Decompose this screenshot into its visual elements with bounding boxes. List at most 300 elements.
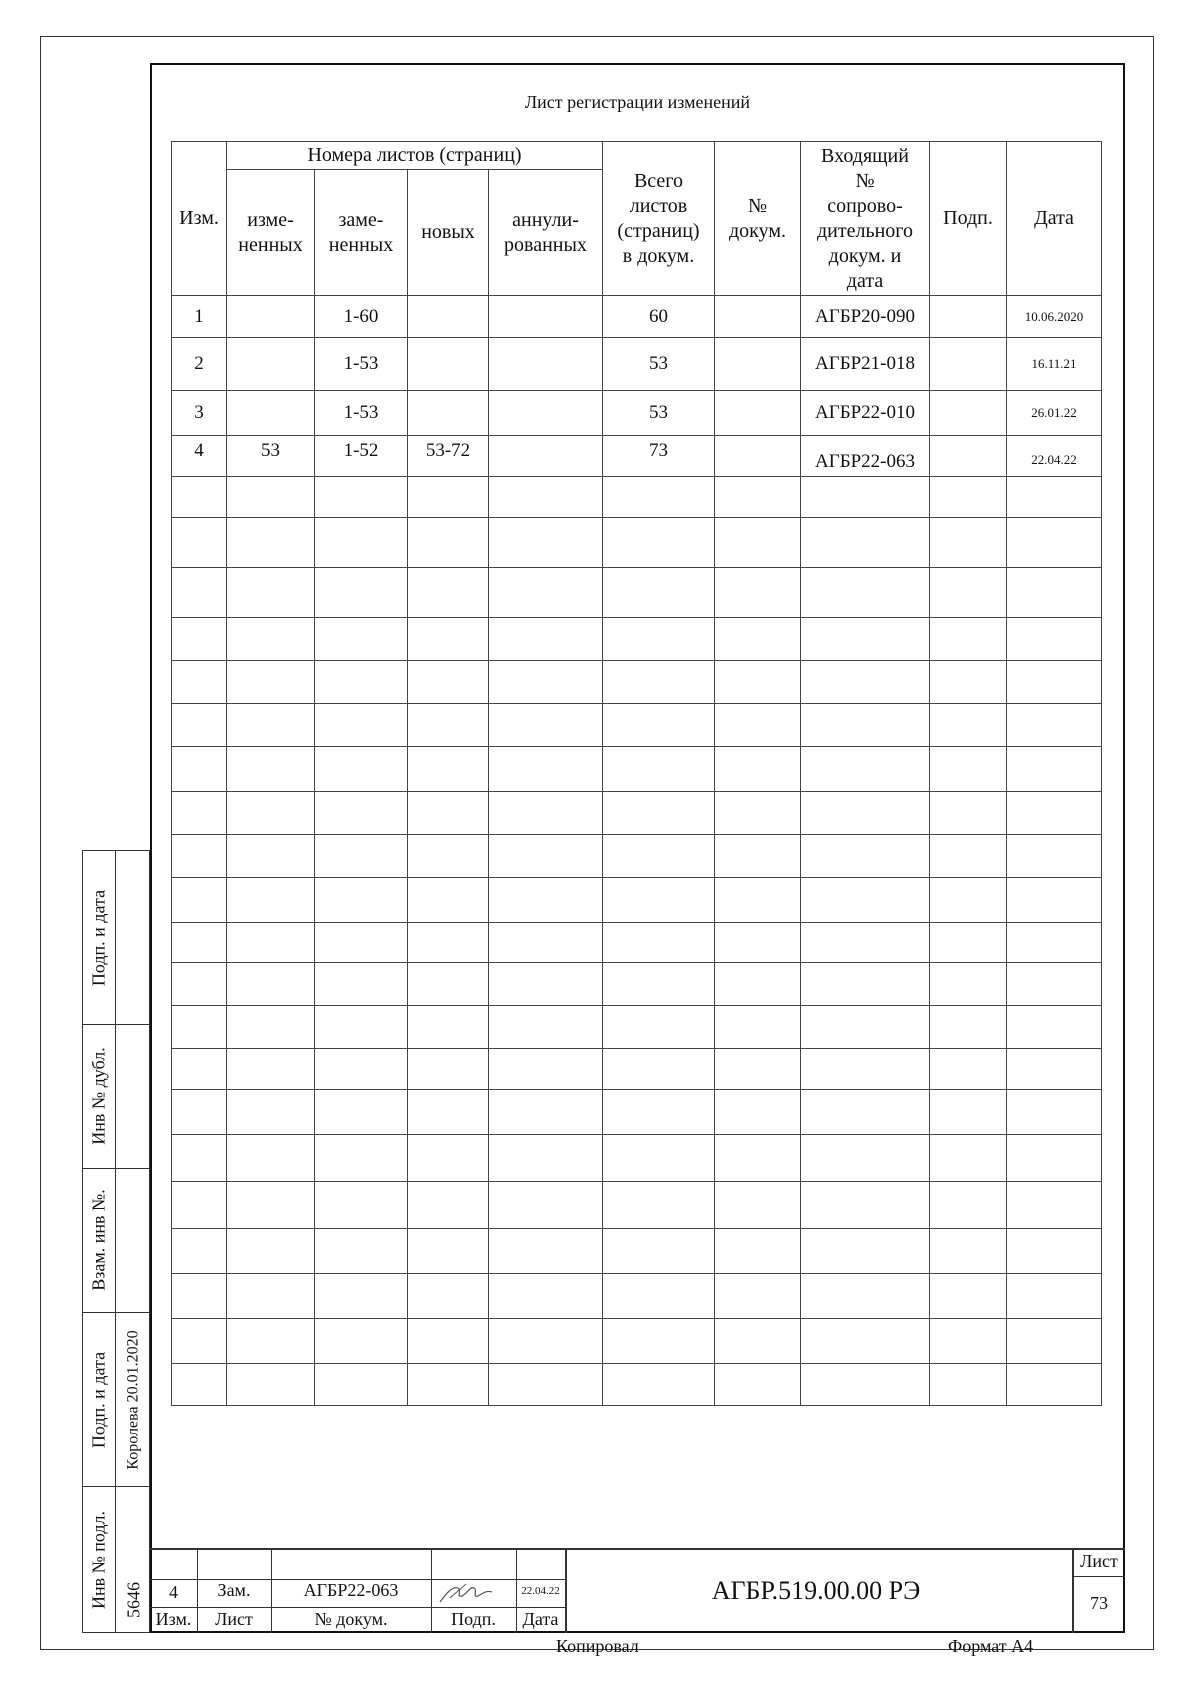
cell-incoming: АГБР22-010 xyxy=(801,391,930,436)
empty-cell xyxy=(408,1274,489,1319)
cell-cancelled xyxy=(489,436,603,477)
sidebar-inv-dubl-value-cell xyxy=(115,1024,150,1169)
empty-cell xyxy=(172,704,227,747)
empty-table-row xyxy=(172,923,1102,963)
empty-cell xyxy=(801,747,930,792)
sidebar-vzam-inv-value-cell xyxy=(115,1168,150,1313)
empty-cell xyxy=(801,1364,930,1406)
empty-cell xyxy=(930,1049,1007,1090)
empty-cell xyxy=(315,1090,408,1135)
cell-total: 53 xyxy=(603,391,715,436)
empty-cell xyxy=(408,1006,489,1049)
empty-cell xyxy=(801,923,930,963)
empty-table-row xyxy=(172,1135,1102,1182)
empty-cell xyxy=(489,878,603,923)
cell-incoming: АГБР20-090 xyxy=(801,296,930,338)
empty-cell xyxy=(603,1364,715,1406)
empty-cell xyxy=(315,704,408,747)
sidebar-podp-data-top-value-cell xyxy=(115,850,150,1025)
empty-cell xyxy=(315,963,408,1006)
empty-cell xyxy=(930,1229,1007,1274)
empty-cell xyxy=(315,1006,408,1049)
empty-table-row xyxy=(172,477,1102,518)
cell-changed xyxy=(227,338,315,391)
empty-cell xyxy=(930,1006,1007,1049)
sheet-label: Лист xyxy=(1080,1551,1118,1571)
empty-cell xyxy=(315,618,408,661)
empty-cell xyxy=(801,1319,930,1364)
cell-replaced: 1-52 xyxy=(315,436,408,477)
empty-cell xyxy=(715,1229,801,1274)
empty-cell xyxy=(1007,518,1102,568)
empty-cell xyxy=(801,1090,930,1135)
empty-cell xyxy=(489,1319,603,1364)
cell-cancelled xyxy=(489,296,603,338)
cell-changed: 53 xyxy=(227,436,315,477)
empty-cell xyxy=(408,661,489,704)
col-incoming: Входящий № сопрово- дительного докум. и дата xyxy=(801,142,930,296)
empty-table-row xyxy=(172,835,1102,878)
cell-izm: 3 xyxy=(172,391,227,436)
table-row xyxy=(172,436,1102,477)
empty-cell xyxy=(1007,1049,1102,1090)
empty-cell xyxy=(408,1049,489,1090)
empty-cell xyxy=(1007,1090,1102,1135)
empty-cell xyxy=(172,963,227,1006)
empty-cell xyxy=(801,1274,930,1319)
empty-cell xyxy=(603,963,715,1006)
empty-cell xyxy=(227,568,315,618)
empty-cell xyxy=(801,1049,930,1090)
empty-table-row xyxy=(172,568,1102,618)
cell-signature xyxy=(930,296,1007,338)
cell-total: 60 xyxy=(603,296,715,338)
empty-cell xyxy=(801,1135,930,1182)
empty-cell xyxy=(715,963,801,1006)
empty-cell xyxy=(172,923,227,963)
empty-cell xyxy=(227,1182,315,1229)
cell-signature xyxy=(930,391,1007,436)
empty-cell xyxy=(930,1182,1007,1229)
empty-cell xyxy=(408,747,489,792)
cell-replaced: 1-53 xyxy=(315,338,408,391)
empty-cell xyxy=(172,1274,227,1319)
cell-izm: 4 xyxy=(172,436,227,477)
signature-mark xyxy=(436,1580,496,1606)
empty-cell xyxy=(227,661,315,704)
empty-cell xyxy=(227,1090,315,1135)
stamp-list-value: Зам. xyxy=(217,1580,251,1600)
col-replaced: заме- ненных xyxy=(315,170,408,296)
empty-table-row xyxy=(172,518,1102,568)
empty-cell xyxy=(930,1135,1007,1182)
document-code: АГБР.519.00.00 РЭ xyxy=(711,1576,921,1605)
empty-cell xyxy=(315,1182,408,1229)
empty-cell xyxy=(603,618,715,661)
sidebar-inv-podl: Инв № подл. xyxy=(88,1510,109,1610)
cell-incoming: АГБР21-018 xyxy=(801,338,930,391)
stamp-izm-value: 4 xyxy=(169,1582,178,1602)
empty-cell xyxy=(315,835,408,878)
empty-table-row xyxy=(172,618,1102,661)
empty-table-row xyxy=(172,661,1102,704)
stamp-line xyxy=(150,1607,566,1608)
empty-cell xyxy=(715,835,801,878)
empty-cell xyxy=(172,568,227,618)
empty-cell xyxy=(408,1319,489,1364)
cell-total: 53 xyxy=(603,338,715,391)
empty-cell xyxy=(315,518,408,568)
empty-cell xyxy=(408,518,489,568)
empty-cell xyxy=(603,518,715,568)
empty-cell xyxy=(489,1182,603,1229)
cell-changed xyxy=(227,391,315,436)
empty-cell xyxy=(408,923,489,963)
cell-new xyxy=(408,391,489,436)
cell-doc-number xyxy=(715,391,801,436)
empty-cell xyxy=(801,477,930,518)
empty-cell xyxy=(408,704,489,747)
empty-cell xyxy=(227,1229,315,1274)
cell-replaced: 1-60 xyxy=(315,296,408,338)
sheet-number: 73 xyxy=(1090,1593,1108,1613)
empty-cell xyxy=(715,1135,801,1182)
empty-cell xyxy=(172,747,227,792)
empty-cell xyxy=(408,477,489,518)
empty-cell xyxy=(408,1090,489,1135)
empty-cell xyxy=(930,747,1007,792)
empty-cell xyxy=(930,835,1007,878)
cell-total: 73 xyxy=(603,436,715,477)
cell-new xyxy=(408,296,489,338)
empty-cell xyxy=(603,477,715,518)
empty-cell xyxy=(489,618,603,661)
empty-cell xyxy=(801,704,930,747)
empty-cell xyxy=(801,1182,930,1229)
stamp-date-label: Дата xyxy=(522,1609,559,1629)
empty-cell xyxy=(801,518,930,568)
empty-cell xyxy=(930,661,1007,704)
col-cancelled: аннули- рованных xyxy=(489,170,603,296)
empty-cell xyxy=(172,1135,227,1182)
empty-cell xyxy=(1007,1274,1102,1319)
cell-doc-number xyxy=(715,338,801,391)
empty-cell xyxy=(408,963,489,1006)
cell-new: 53-72 xyxy=(408,436,489,477)
empty-cell xyxy=(489,518,603,568)
empty-cell xyxy=(930,704,1007,747)
cell-izm: 2 xyxy=(172,338,227,391)
empty-table-row xyxy=(172,1006,1102,1049)
empty-cell xyxy=(603,1049,715,1090)
empty-cell xyxy=(227,963,315,1006)
col-doc-number: № докум. xyxy=(715,142,801,296)
empty-cell xyxy=(172,1364,227,1406)
empty-cell xyxy=(603,747,715,792)
empty-cell xyxy=(715,568,801,618)
empty-cell xyxy=(227,1049,315,1090)
empty-cell xyxy=(489,477,603,518)
cell-changed xyxy=(227,296,315,338)
empty-table-row xyxy=(172,1274,1102,1319)
empty-cell xyxy=(227,835,315,878)
empty-table-row xyxy=(172,747,1102,792)
empty-cell xyxy=(1007,1135,1102,1182)
cell-signature xyxy=(930,338,1007,391)
empty-table-row xyxy=(172,878,1102,923)
col-changed: изме- ненных xyxy=(227,170,315,296)
cell-izm: 1 xyxy=(172,296,227,338)
empty-cell xyxy=(801,568,930,618)
empty-cell xyxy=(227,747,315,792)
col-date: Дата xyxy=(1007,142,1102,296)
cell-date: 10.06.2020 xyxy=(1007,296,1102,338)
empty-table-row xyxy=(172,1049,1102,1090)
sidebar-podp-data-bottom: Подп. и дата xyxy=(88,1351,109,1449)
empty-cell xyxy=(489,1229,603,1274)
empty-cell xyxy=(172,878,227,923)
empty-cell xyxy=(172,661,227,704)
empty-cell xyxy=(227,792,315,835)
empty-cell xyxy=(1007,792,1102,835)
empty-cell xyxy=(227,618,315,661)
sidebar-podp-data-top: Подп. и дата xyxy=(88,889,109,987)
cell-doc-number xyxy=(715,296,801,338)
empty-cell xyxy=(489,963,603,1006)
empty-cell xyxy=(930,878,1007,923)
empty-cell xyxy=(930,518,1007,568)
table-row xyxy=(172,296,1102,338)
cell-doc-number xyxy=(715,436,801,477)
empty-table-row xyxy=(172,1229,1102,1274)
empty-cell xyxy=(172,1049,227,1090)
empty-cell xyxy=(227,1135,315,1182)
empty-cell xyxy=(1007,923,1102,963)
empty-cell xyxy=(715,1319,801,1364)
empty-cell xyxy=(408,878,489,923)
empty-cell xyxy=(930,923,1007,963)
empty-cell xyxy=(227,878,315,923)
empty-cell xyxy=(930,1364,1007,1406)
empty-cell xyxy=(1007,1006,1102,1049)
empty-cell xyxy=(930,1090,1007,1135)
empty-cell xyxy=(227,1274,315,1319)
empty-cell xyxy=(603,1319,715,1364)
col-total-sheets: Всего листов (страниц) в докум. xyxy=(603,142,715,296)
empty-cell xyxy=(1007,1364,1102,1406)
empty-cell xyxy=(603,568,715,618)
empty-cell xyxy=(315,747,408,792)
cell-cancelled xyxy=(489,338,603,391)
empty-cell xyxy=(603,1229,715,1274)
sidebar-vzam-inv: Взам. инв №. xyxy=(88,1189,109,1291)
cell-date: 26.01.22 xyxy=(1007,391,1102,436)
table-row xyxy=(172,338,1102,391)
empty-cell xyxy=(715,792,801,835)
empty-cell xyxy=(603,835,715,878)
empty-cell xyxy=(315,661,408,704)
stamp-line xyxy=(1072,1576,1125,1577)
empty-cell xyxy=(603,1006,715,1049)
empty-cell xyxy=(1007,477,1102,518)
empty-cell xyxy=(227,1319,315,1364)
empty-cell xyxy=(315,1274,408,1319)
stamp-doc-value: АГБР22-063 xyxy=(303,1580,399,1600)
empty-rows xyxy=(172,477,1102,1406)
cell-cancelled xyxy=(489,391,603,436)
empty-table-row xyxy=(172,1090,1102,1135)
change-registration-table xyxy=(171,141,1102,1406)
empty-cell xyxy=(1007,835,1102,878)
cell-incoming: АГБР22-063 xyxy=(801,436,930,477)
empty-cell xyxy=(408,568,489,618)
empty-cell xyxy=(1007,618,1102,661)
empty-cell xyxy=(801,792,930,835)
empty-cell xyxy=(930,1274,1007,1319)
footer-format: Формат А4 xyxy=(948,1636,1034,1656)
empty-cell xyxy=(172,1006,227,1049)
empty-cell xyxy=(315,792,408,835)
empty-cell xyxy=(227,1364,315,1406)
empty-cell xyxy=(315,1049,408,1090)
empty-cell xyxy=(489,1006,603,1049)
empty-cell xyxy=(315,568,408,618)
empty-cell xyxy=(1007,878,1102,923)
table-row xyxy=(172,391,1102,436)
col-izm: Изм. xyxy=(172,142,227,296)
cell-date: 16.11.21 xyxy=(1007,338,1102,391)
sidebar-inv-podl-value: 5646 xyxy=(123,1582,144,1618)
empty-cell xyxy=(603,1274,715,1319)
cell-signature xyxy=(930,436,1007,477)
empty-cell xyxy=(172,835,227,878)
empty-cell xyxy=(715,1182,801,1229)
empty-cell xyxy=(603,1090,715,1135)
empty-cell xyxy=(801,878,930,923)
empty-cell xyxy=(172,1229,227,1274)
empty-cell xyxy=(172,518,227,568)
empty-cell xyxy=(715,477,801,518)
empty-cell xyxy=(408,792,489,835)
sidebar-podp-data-bottom-value: Королева 20.01.2020 xyxy=(124,1330,142,1470)
empty-cell xyxy=(1007,1319,1102,1364)
empty-cell xyxy=(1007,747,1102,792)
empty-cell xyxy=(489,704,603,747)
empty-cell xyxy=(408,1364,489,1406)
empty-cell xyxy=(715,923,801,963)
empty-cell xyxy=(801,661,930,704)
empty-cell xyxy=(315,1135,408,1182)
footer-copied: Копировал xyxy=(556,1636,639,1656)
empty-cell xyxy=(715,618,801,661)
empty-cell xyxy=(408,1182,489,1229)
cell-replaced: 1-53 xyxy=(315,391,408,436)
empty-cell xyxy=(930,618,1007,661)
empty-cell xyxy=(801,963,930,1006)
empty-cell xyxy=(489,1049,603,1090)
empty-cell xyxy=(1007,661,1102,704)
empty-cell xyxy=(715,1274,801,1319)
empty-cell xyxy=(930,963,1007,1006)
empty-cell xyxy=(227,923,315,963)
empty-cell xyxy=(801,1006,930,1049)
empty-cell xyxy=(603,792,715,835)
empty-cell xyxy=(172,1319,227,1364)
empty-cell xyxy=(489,835,603,878)
empty-cell xyxy=(801,1229,930,1274)
empty-cell xyxy=(315,1319,408,1364)
empty-cell xyxy=(172,477,227,518)
cell-date: 22.04.22 xyxy=(1007,436,1102,477)
empty-cell xyxy=(489,1364,603,1406)
empty-cell xyxy=(1007,568,1102,618)
empty-cell xyxy=(715,518,801,568)
empty-cell xyxy=(172,792,227,835)
empty-cell xyxy=(489,1090,603,1135)
empty-cell xyxy=(1007,704,1102,747)
empty-table-row xyxy=(172,963,1102,1006)
empty-cell xyxy=(715,1006,801,1049)
empty-cell xyxy=(489,923,603,963)
empty-cell xyxy=(930,477,1007,518)
empty-cell xyxy=(408,835,489,878)
empty-cell xyxy=(172,1090,227,1135)
empty-cell xyxy=(227,1006,315,1049)
empty-cell xyxy=(315,477,408,518)
empty-table-row xyxy=(172,1364,1102,1406)
stamp-signature-label: Подп. xyxy=(451,1609,496,1629)
empty-cell xyxy=(930,1319,1007,1364)
empty-cell xyxy=(489,1274,603,1319)
empty-cell xyxy=(489,747,603,792)
empty-table-row xyxy=(172,792,1102,835)
empty-cell xyxy=(930,792,1007,835)
empty-cell xyxy=(603,878,715,923)
empty-cell xyxy=(315,878,408,923)
empty-cell xyxy=(315,1364,408,1406)
empty-cell xyxy=(227,477,315,518)
empty-cell xyxy=(715,878,801,923)
empty-cell xyxy=(489,568,603,618)
empty-cell xyxy=(801,618,930,661)
empty-cell xyxy=(1007,1229,1102,1274)
empty-cell xyxy=(715,1049,801,1090)
page-title: Лист регистрации изменений xyxy=(524,92,751,112)
col-new: новых xyxy=(408,170,489,296)
empty-cell xyxy=(801,835,930,878)
empty-cell xyxy=(603,1135,715,1182)
empty-table-row xyxy=(172,1182,1102,1229)
cell-new xyxy=(408,338,489,391)
sidebar xyxy=(82,850,150,1633)
col-signature: Подп. xyxy=(930,142,1007,296)
empty-cell xyxy=(227,518,315,568)
stamp-list-label: Лист xyxy=(215,1609,253,1629)
stamp-line xyxy=(150,1548,566,1550)
empty-cell xyxy=(408,1229,489,1274)
empty-cell xyxy=(603,661,715,704)
empty-cell xyxy=(1007,1182,1102,1229)
empty-cell xyxy=(489,792,603,835)
col-group-sheet-numbers: Номера листов (страниц) xyxy=(227,142,603,170)
empty-cell xyxy=(172,618,227,661)
empty-cell xyxy=(715,1090,801,1135)
stamp-date-value: 22.04.22 xyxy=(521,1585,560,1597)
empty-cell xyxy=(930,568,1007,618)
empty-cell xyxy=(715,704,801,747)
empty-cell xyxy=(715,661,801,704)
empty-table-row xyxy=(172,704,1102,747)
